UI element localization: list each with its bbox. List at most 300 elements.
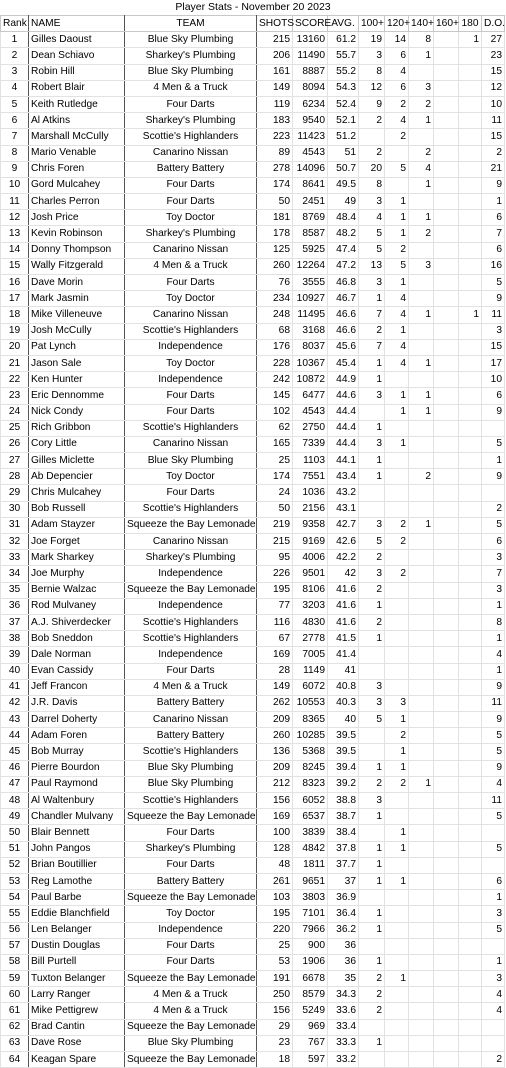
cell-score: 8641: [293, 177, 328, 193]
cell-do: 27: [482, 32, 505, 48]
cell-shots: 102: [257, 404, 293, 420]
cell-180: [459, 873, 482, 889]
cell-100-plus: 1: [359, 631, 385, 647]
cell-160-plus: [434, 372, 459, 388]
cell-avg: 45.4: [328, 355, 359, 371]
cell-140-plus: [409, 566, 434, 582]
cell-140-plus: [409, 1019, 434, 1035]
cell-100-plus: 2: [359, 614, 385, 630]
cell-score: 11423: [293, 129, 328, 145]
cell-score: 2156: [293, 501, 328, 517]
cell-100-plus: 3: [359, 517, 385, 533]
cell-160-plus: [434, 744, 459, 760]
cell-shots: 223: [257, 129, 293, 145]
cell-do: 1: [482, 453, 505, 469]
cell-120-plus: 1: [385, 275, 409, 291]
cell-180: [459, 517, 482, 533]
cell-180: [459, 177, 482, 193]
table-row: [1, 469, 505, 485]
cell-160-plus: [434, 258, 459, 274]
cell-name: Mark Jasmin: [29, 291, 125, 307]
cell-140-plus: 4: [409, 161, 434, 177]
cell-180: [459, 776, 482, 792]
cell-shots: 260: [257, 728, 293, 744]
cell-100-plus: 7: [359, 339, 385, 355]
cell-score: 7551: [293, 469, 328, 485]
cell-shots: 209: [257, 712, 293, 728]
cell-shots: 215: [257, 32, 293, 48]
cell-100-plus: 2: [359, 971, 385, 987]
cell-score: 969: [293, 1019, 328, 1035]
cell-160-plus: [434, 614, 459, 630]
cell-120-plus: 2: [385, 728, 409, 744]
cell-avg: 44.1: [328, 453, 359, 469]
cell-do: 15: [482, 339, 505, 355]
header-shots: SHOTS: [257, 16, 293, 32]
cell-rank: 40: [1, 663, 29, 679]
cell-score: 5368: [293, 744, 328, 760]
table-row: [1, 598, 505, 614]
cell-rank: 21: [1, 355, 29, 371]
cell-100-plus: 9: [359, 96, 385, 112]
cell-avg: 37: [328, 873, 359, 889]
cell-name: Bob Sneddon: [29, 631, 125, 647]
table-row: [1, 550, 505, 566]
cell-do: [482, 857, 505, 873]
cell-100-plus: 19: [359, 32, 385, 48]
cell-shots: 212: [257, 776, 293, 792]
cell-140-plus: [409, 339, 434, 355]
table-row: [1, 145, 505, 161]
cell-do: 5: [482, 275, 505, 291]
cell-team: Canarino Nissan: [125, 145, 257, 161]
header-score: SCORE: [293, 16, 328, 32]
cell-name: Donny Thompson: [29, 242, 125, 258]
cell-do: 6: [482, 534, 505, 550]
cell-name: Paul Raymond: [29, 776, 125, 792]
cell-180: [459, 453, 482, 469]
cell-shots: 145: [257, 388, 293, 404]
cell-100-plus: 3: [359, 48, 385, 64]
cell-100-plus: [359, 663, 385, 679]
cell-shots: 219: [257, 517, 293, 533]
cell-avg: 48.4: [328, 210, 359, 226]
cell-140-plus: 1: [409, 776, 434, 792]
cell-name: Jason Sale: [29, 355, 125, 371]
cell-120-plus: 5: [385, 161, 409, 177]
cell-do: 2: [482, 501, 505, 517]
cell-rank: 54: [1, 890, 29, 906]
cell-do: 3: [482, 323, 505, 339]
cell-160-plus: [434, 226, 459, 242]
cell-180: [459, 242, 482, 258]
table-row: [1, 80, 505, 96]
cell-shots: 262: [257, 695, 293, 711]
cell-shots: 50: [257, 501, 293, 517]
cell-100-plus: [359, 1052, 385, 1068]
cell-100-plus: 1: [359, 1035, 385, 1051]
cell-name: Chandler Mulvany: [29, 809, 125, 825]
cell-rank: 64: [1, 1052, 29, 1068]
cell-180: [459, 485, 482, 501]
cell-rank: 52: [1, 857, 29, 873]
table-row: [1, 614, 505, 630]
cell-shots: 62: [257, 420, 293, 436]
cell-do: 3: [482, 582, 505, 598]
cell-120-plus: [385, 550, 409, 566]
cell-shots: 48: [257, 857, 293, 873]
cell-180: [459, 210, 482, 226]
cell-name: Dave Rose: [29, 1035, 125, 1051]
cell-160-plus: [434, 776, 459, 792]
header-row: [1, 16, 505, 32]
cell-name: Bob Murray: [29, 744, 125, 760]
cell-avg: 33.6: [328, 1003, 359, 1019]
cell-do: 1: [482, 954, 505, 970]
cell-100-plus: 5: [359, 534, 385, 550]
table-row: [1, 857, 505, 873]
table-row: [1, 113, 505, 129]
cell-140-plus: [409, 663, 434, 679]
cell-rank: 9: [1, 161, 29, 177]
cell-do: [482, 938, 505, 954]
cell-180: [459, 793, 482, 809]
cell-160-plus: [434, 631, 459, 647]
cell-team: Squeeze the Bay Lemonade: [125, 890, 257, 906]
cell-120-plus: 1: [385, 436, 409, 452]
cell-rank: 41: [1, 679, 29, 695]
cell-team: Squeeze the Bay Lemonade: [125, 1052, 257, 1068]
cell-100-plus: 1: [359, 922, 385, 938]
cell-name: Gord Mulcahey: [29, 177, 125, 193]
cell-180: [459, 663, 482, 679]
cell-name: Al Atkins: [29, 113, 125, 129]
cell-score: 2451: [293, 194, 328, 210]
cell-100-plus: 2: [359, 582, 385, 598]
cell-100-plus: 20: [359, 161, 385, 177]
cell-160-plus: [434, 1035, 459, 1051]
cell-100-plus: 5: [359, 242, 385, 258]
cell-score: 1036: [293, 485, 328, 501]
cell-180: [459, 647, 482, 663]
cell-shots: 156: [257, 793, 293, 809]
cell-120-plus: 4: [385, 355, 409, 371]
cell-score: 8587: [293, 226, 328, 242]
cell-160-plus: [434, 825, 459, 841]
header-120-plus: 120+: [385, 16, 409, 32]
cell-rank: 17: [1, 291, 29, 307]
cell-rank: 56: [1, 922, 29, 938]
cell-100-plus: 1: [359, 857, 385, 873]
cell-shots: 209: [257, 760, 293, 776]
cell-do: 4: [482, 1003, 505, 1019]
cell-team: Squeeze the Bay Lemonade: [125, 517, 257, 533]
cell-rank: 26: [1, 436, 29, 452]
player-stats-table: [0, 15, 505, 1068]
cell-rank: 25: [1, 420, 29, 436]
cell-120-plus: [385, 647, 409, 663]
cell-180: [459, 857, 482, 873]
cell-rank: 16: [1, 275, 29, 291]
cell-do: [482, 485, 505, 501]
cell-avg: 33.3: [328, 1035, 359, 1051]
cell-avg: 42.2: [328, 550, 359, 566]
cell-rank: 32: [1, 534, 29, 550]
cell-120-plus: 1: [385, 971, 409, 987]
cell-120-plus: 2: [385, 96, 409, 112]
cell-shots: 250: [257, 987, 293, 1003]
cell-avg: 44.4: [328, 404, 359, 420]
cell-140-plus: [409, 582, 434, 598]
cell-180: [459, 420, 482, 436]
cell-160-plus: [434, 323, 459, 339]
cell-do: 23: [482, 48, 505, 64]
table-row: [1, 825, 505, 841]
cell-160-plus: [434, 517, 459, 533]
cell-team: Scottie's Highlanders: [125, 631, 257, 647]
cell-score: 9651: [293, 873, 328, 889]
cell-rank: 49: [1, 809, 29, 825]
cell-avg: 44.4: [328, 420, 359, 436]
cell-160-plus: [434, 598, 459, 614]
table-row: [1, 404, 505, 420]
header-do: D.O.: [482, 16, 505, 32]
cell-avg: 42.7: [328, 517, 359, 533]
cell-team: Four Darts: [125, 663, 257, 679]
cell-140-plus: [409, 744, 434, 760]
cell-do: 7: [482, 226, 505, 242]
table-row: [1, 922, 505, 938]
cell-180: [459, 598, 482, 614]
cell-score: 8094: [293, 80, 328, 96]
cell-do: 8: [482, 614, 505, 630]
cell-100-plus: 3: [359, 436, 385, 452]
cell-avg: 36.4: [328, 906, 359, 922]
cell-score: 900: [293, 938, 328, 954]
table-row: [1, 954, 505, 970]
cell-rank: 37: [1, 614, 29, 630]
cell-do: 5: [482, 809, 505, 825]
cell-120-plus: [385, 857, 409, 873]
cell-shots: 248: [257, 307, 293, 323]
cell-140-plus: [409, 1003, 434, 1019]
cell-120-plus: 2: [385, 517, 409, 533]
cell-do: 2: [482, 1052, 505, 1068]
header-rank: Rank: [1, 16, 29, 32]
cell-100-plus: [359, 744, 385, 760]
table-row: [1, 1019, 505, 1035]
cell-120-plus: [385, 809, 409, 825]
cell-do: 9: [482, 291, 505, 307]
header-avg: AVG.: [328, 16, 359, 32]
cell-do: 3: [482, 971, 505, 987]
cell-avg: 48.2: [328, 226, 359, 242]
cell-160-plus: [434, 566, 459, 582]
cell-140-plus: [409, 453, 434, 469]
cell-team: Independence: [125, 647, 257, 663]
cell-avg: 55.7: [328, 48, 359, 64]
cell-140-plus: 8: [409, 32, 434, 48]
cell-180: [459, 744, 482, 760]
cell-do: 6: [482, 388, 505, 404]
cell-rank: 53: [1, 873, 29, 889]
cell-120-plus: [385, 145, 409, 161]
cell-100-plus: 3: [359, 793, 385, 809]
table-row: [1, 501, 505, 517]
cell-160-plus: [434, 550, 459, 566]
cell-do: 9: [482, 404, 505, 420]
cell-do: 5: [482, 922, 505, 938]
cell-140-plus: [409, 954, 434, 970]
cell-team: Battery Battery: [125, 873, 257, 889]
cell-180: [459, 938, 482, 954]
cell-score: 8323: [293, 776, 328, 792]
cell-do: 15: [482, 64, 505, 80]
cell-120-plus: [385, 598, 409, 614]
cell-100-plus: 2: [359, 1003, 385, 1019]
cell-rank: 22: [1, 372, 29, 388]
cell-shots: 149: [257, 679, 293, 695]
cell-team: Blue Sky Plumbing: [125, 64, 257, 80]
cell-score: 4543: [293, 404, 328, 420]
cell-team: Scottie's Highlanders: [125, 793, 257, 809]
cell-avg: 40.8: [328, 679, 359, 695]
cell-score: 3555: [293, 275, 328, 291]
cell-do: 1: [482, 890, 505, 906]
cell-team: Battery Battery: [125, 161, 257, 177]
cell-name: Dave Morin: [29, 275, 125, 291]
cell-120-plus: [385, 485, 409, 501]
cell-do: 5: [482, 841, 505, 857]
table-row: [1, 210, 505, 226]
cell-score: 6477: [293, 388, 328, 404]
header-180: 180: [459, 16, 482, 32]
cell-rank: 6: [1, 113, 29, 129]
cell-avg: 49: [328, 194, 359, 210]
cell-score: 6537: [293, 809, 328, 825]
cell-rank: 60: [1, 987, 29, 1003]
cell-180: [459, 226, 482, 242]
cell-avg: 37.7: [328, 857, 359, 873]
cell-avg: 36.2: [328, 922, 359, 938]
cell-shots: 220: [257, 922, 293, 938]
table-row: [1, 485, 505, 501]
cell-100-plus: [359, 1019, 385, 1035]
table-row: [1, 275, 505, 291]
cell-160-plus: [434, 987, 459, 1003]
cell-team: Canarino Nissan: [125, 534, 257, 550]
cell-team: Sharkey's Plumbing: [125, 48, 257, 64]
cell-120-plus: [385, 954, 409, 970]
cell-160-plus: [434, 177, 459, 193]
cell-shots: 169: [257, 809, 293, 825]
cell-140-plus: [409, 534, 434, 550]
cell-120-plus: 1: [385, 210, 409, 226]
cell-160-plus: [434, 971, 459, 987]
cell-100-plus: 1: [359, 372, 385, 388]
cell-180: [459, 760, 482, 776]
table-row: [1, 291, 505, 307]
cell-180: [459, 987, 482, 1003]
cell-100-plus: 5: [359, 226, 385, 242]
cell-100-plus: [359, 890, 385, 906]
cell-rank: 42: [1, 695, 29, 711]
cell-rank: 59: [1, 971, 29, 987]
cell-160-plus: [434, 210, 459, 226]
cell-180: [459, 64, 482, 80]
cell-name: Ken Hunter: [29, 372, 125, 388]
cell-name: A.J. Shiverdecker: [29, 614, 125, 630]
cell-120-plus: 1: [385, 194, 409, 210]
cell-score: 6052: [293, 793, 328, 809]
cell-180: [459, 534, 482, 550]
cell-100-plus: 1: [359, 906, 385, 922]
cell-shots: 68: [257, 323, 293, 339]
cell-120-plus: [385, 582, 409, 598]
cell-team: Scottie's Highlanders: [125, 744, 257, 760]
cell-team: Toy Doctor: [125, 291, 257, 307]
table-row: [1, 339, 505, 355]
cell-140-plus: [409, 793, 434, 809]
cell-avg: 38.7: [328, 809, 359, 825]
header-name: NAME: [29, 16, 125, 32]
cell-team: Four Darts: [125, 954, 257, 970]
cell-avg: 52.4: [328, 96, 359, 112]
cell-120-plus: 1: [385, 873, 409, 889]
cell-140-plus: [409, 436, 434, 452]
cell-avg: 41.6: [328, 582, 359, 598]
cell-140-plus: 3: [409, 80, 434, 96]
cell-team: 4 Men & a Truck: [125, 1003, 257, 1019]
cell-100-plus: 1: [359, 841, 385, 857]
cell-160-plus: [434, 291, 459, 307]
cell-160-plus: [434, 1003, 459, 1019]
cell-team: Blue Sky Plumbing: [125, 453, 257, 469]
cell-140-plus: 1: [409, 355, 434, 371]
cell-score: 4830: [293, 614, 328, 630]
cell-team: Four Darts: [125, 96, 257, 112]
cell-rank: 3: [1, 64, 29, 80]
cell-120-plus: [385, 890, 409, 906]
cell-120-plus: [385, 1035, 409, 1051]
cell-120-plus: 2: [385, 242, 409, 258]
cell-score: 3203: [293, 598, 328, 614]
cell-160-plus: [434, 712, 459, 728]
cell-rank: 29: [1, 485, 29, 501]
cell-name: Josh Price: [29, 210, 125, 226]
cell-rank: 57: [1, 938, 29, 954]
cell-140-plus: [409, 922, 434, 938]
cell-avg: 41.6: [328, 598, 359, 614]
cell-team: Four Darts: [125, 275, 257, 291]
cell-do: 1: [482, 598, 505, 614]
cell-160-plus: [434, 663, 459, 679]
cell-140-plus: [409, 275, 434, 291]
cell-score: 8245: [293, 760, 328, 776]
cell-120-plus: 6: [385, 48, 409, 64]
cell-140-plus: [409, 323, 434, 339]
cell-avg: 43.2: [328, 485, 359, 501]
cell-score: 8579: [293, 987, 328, 1003]
cell-shots: 260: [257, 258, 293, 274]
table-row: [1, 32, 505, 48]
cell-180: [459, 372, 482, 388]
table-row: [1, 971, 505, 987]
cell-160-plus: [434, 873, 459, 889]
cell-name: Dean Schiavo: [29, 48, 125, 64]
cell-160-plus: [434, 1019, 459, 1035]
cell-100-plus: 7: [359, 307, 385, 323]
